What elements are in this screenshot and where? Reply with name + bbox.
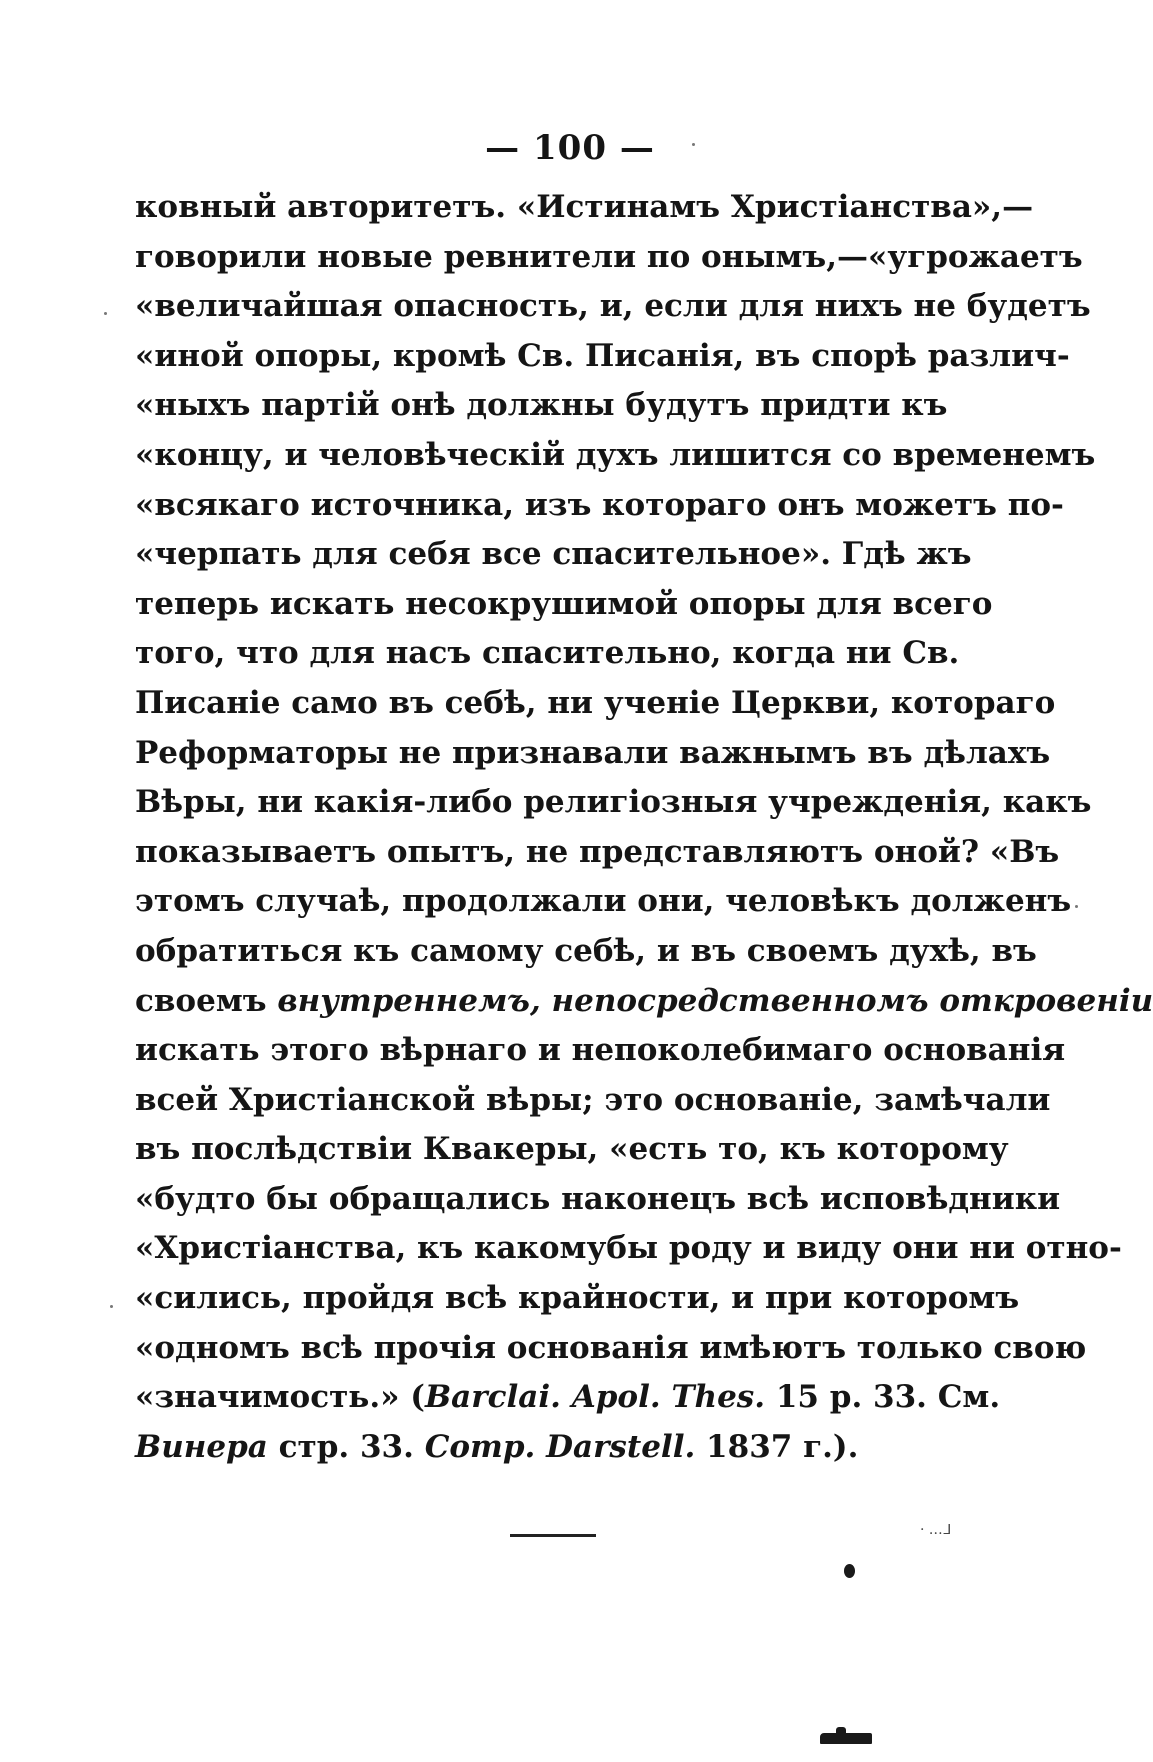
text-line: показываетъ опытъ, не представляютъ оной? «Въ [135,833,1060,870]
text-line: «Христіанства, къ какомубы роду и виду они ни отно- [135,1230,1122,1267]
scan-artifact-mark: · .‥ᒧ [920,1522,952,1538]
text-line: Писаніе само въ себѣ, ни ученіе Церкви, котораго [135,684,1056,721]
text-line: «величайшая опасность, и, если для нихъ не будетъ [135,288,1091,325]
text-line: «ныхъ партій онѣ должны будутъ придти къ [135,387,948,424]
text-line: этомъ случаѣ, продолжали они, человѣкъ долженъ [135,883,1072,920]
text-run: «значимость.» ( [135,1379,425,1416]
text-line: обратиться къ самому себѣ, и въ своемъ духѣ, въ [135,932,1037,969]
body-text [135,183,1153,1472]
text-run: своемъ [135,982,267,1019]
text-line: въ послѣдствіи Квакеры, «есть то, къ которому [135,1131,1009,1168]
text-line: ковный авторитетъ. «Истинамъ Христіанства»,— [135,189,1034,225]
text-line: теперь искать несокрушимой опоры для всего [135,585,993,622]
text-line [135,1373,1001,1423]
text-line [135,1423,941,1473]
citation-italic: Barclai. Apol. Thes. [424,1379,766,1416]
ink-dot-mark [844,1564,855,1578]
text-line: всей Христіанской вѣры; это основаніе, замѣчали [135,1081,1051,1118]
library-stamp-mark [820,1733,872,1744]
text-line: Вѣры, ни какія-либо религіозныя учрежденія, какъ [135,784,1092,821]
text-line: «будто бы обращались наконецъ всѣ исповѣдники [135,1180,1061,1217]
text-line: «концу, и человѣческій духъ лишится со временемъ [135,436,1096,473]
scan-speck [1075,905,1078,908]
text-line: «одномъ всѣ прочія основанія имѣютъ только свою [135,1329,1087,1366]
text-line [135,977,1153,1027]
text-line: того, что для насъ спасительно, когда ни Св. [135,635,960,672]
text-line: искать этого вѣрнаго и непоколебимаго основанія [135,1032,1066,1069]
text-line: Реформаторы не признавали важнымъ въ дѣлахъ [135,734,1051,771]
text-line: говорили новые ревнители по онымъ,—«угрожаетъ [135,238,1083,275]
section-divider [510,1534,596,1537]
text-run: стр. 33. [267,1428,425,1465]
page-number: — 100 — [485,128,655,168]
italic-emphasis: внутреннемъ, непосредственномъ откровеніи [277,982,1153,1019]
scan-speck [692,143,695,146]
text-run: 15 p. 33. См. [765,1379,1001,1416]
text-line: «сились, пройдя всѣ крайности, и при которомъ [135,1280,1020,1317]
text-line: «иной опоры, кромѣ Св. Писанія, въ спорѣ различ- [135,337,1070,374]
scan-speck [104,312,107,315]
citation-italic: Comp. Darstell. [424,1428,696,1465]
text-line: «черпать для себя все спасительное». Гдѣ жъ [135,536,972,573]
text-run: 1837 г.). [695,1428,859,1465]
citation-italic: Винера [135,1428,268,1465]
scan-speck [110,1305,113,1308]
text-line: «всякаго источника, изъ котораго онъ можетъ по- [135,486,1064,523]
